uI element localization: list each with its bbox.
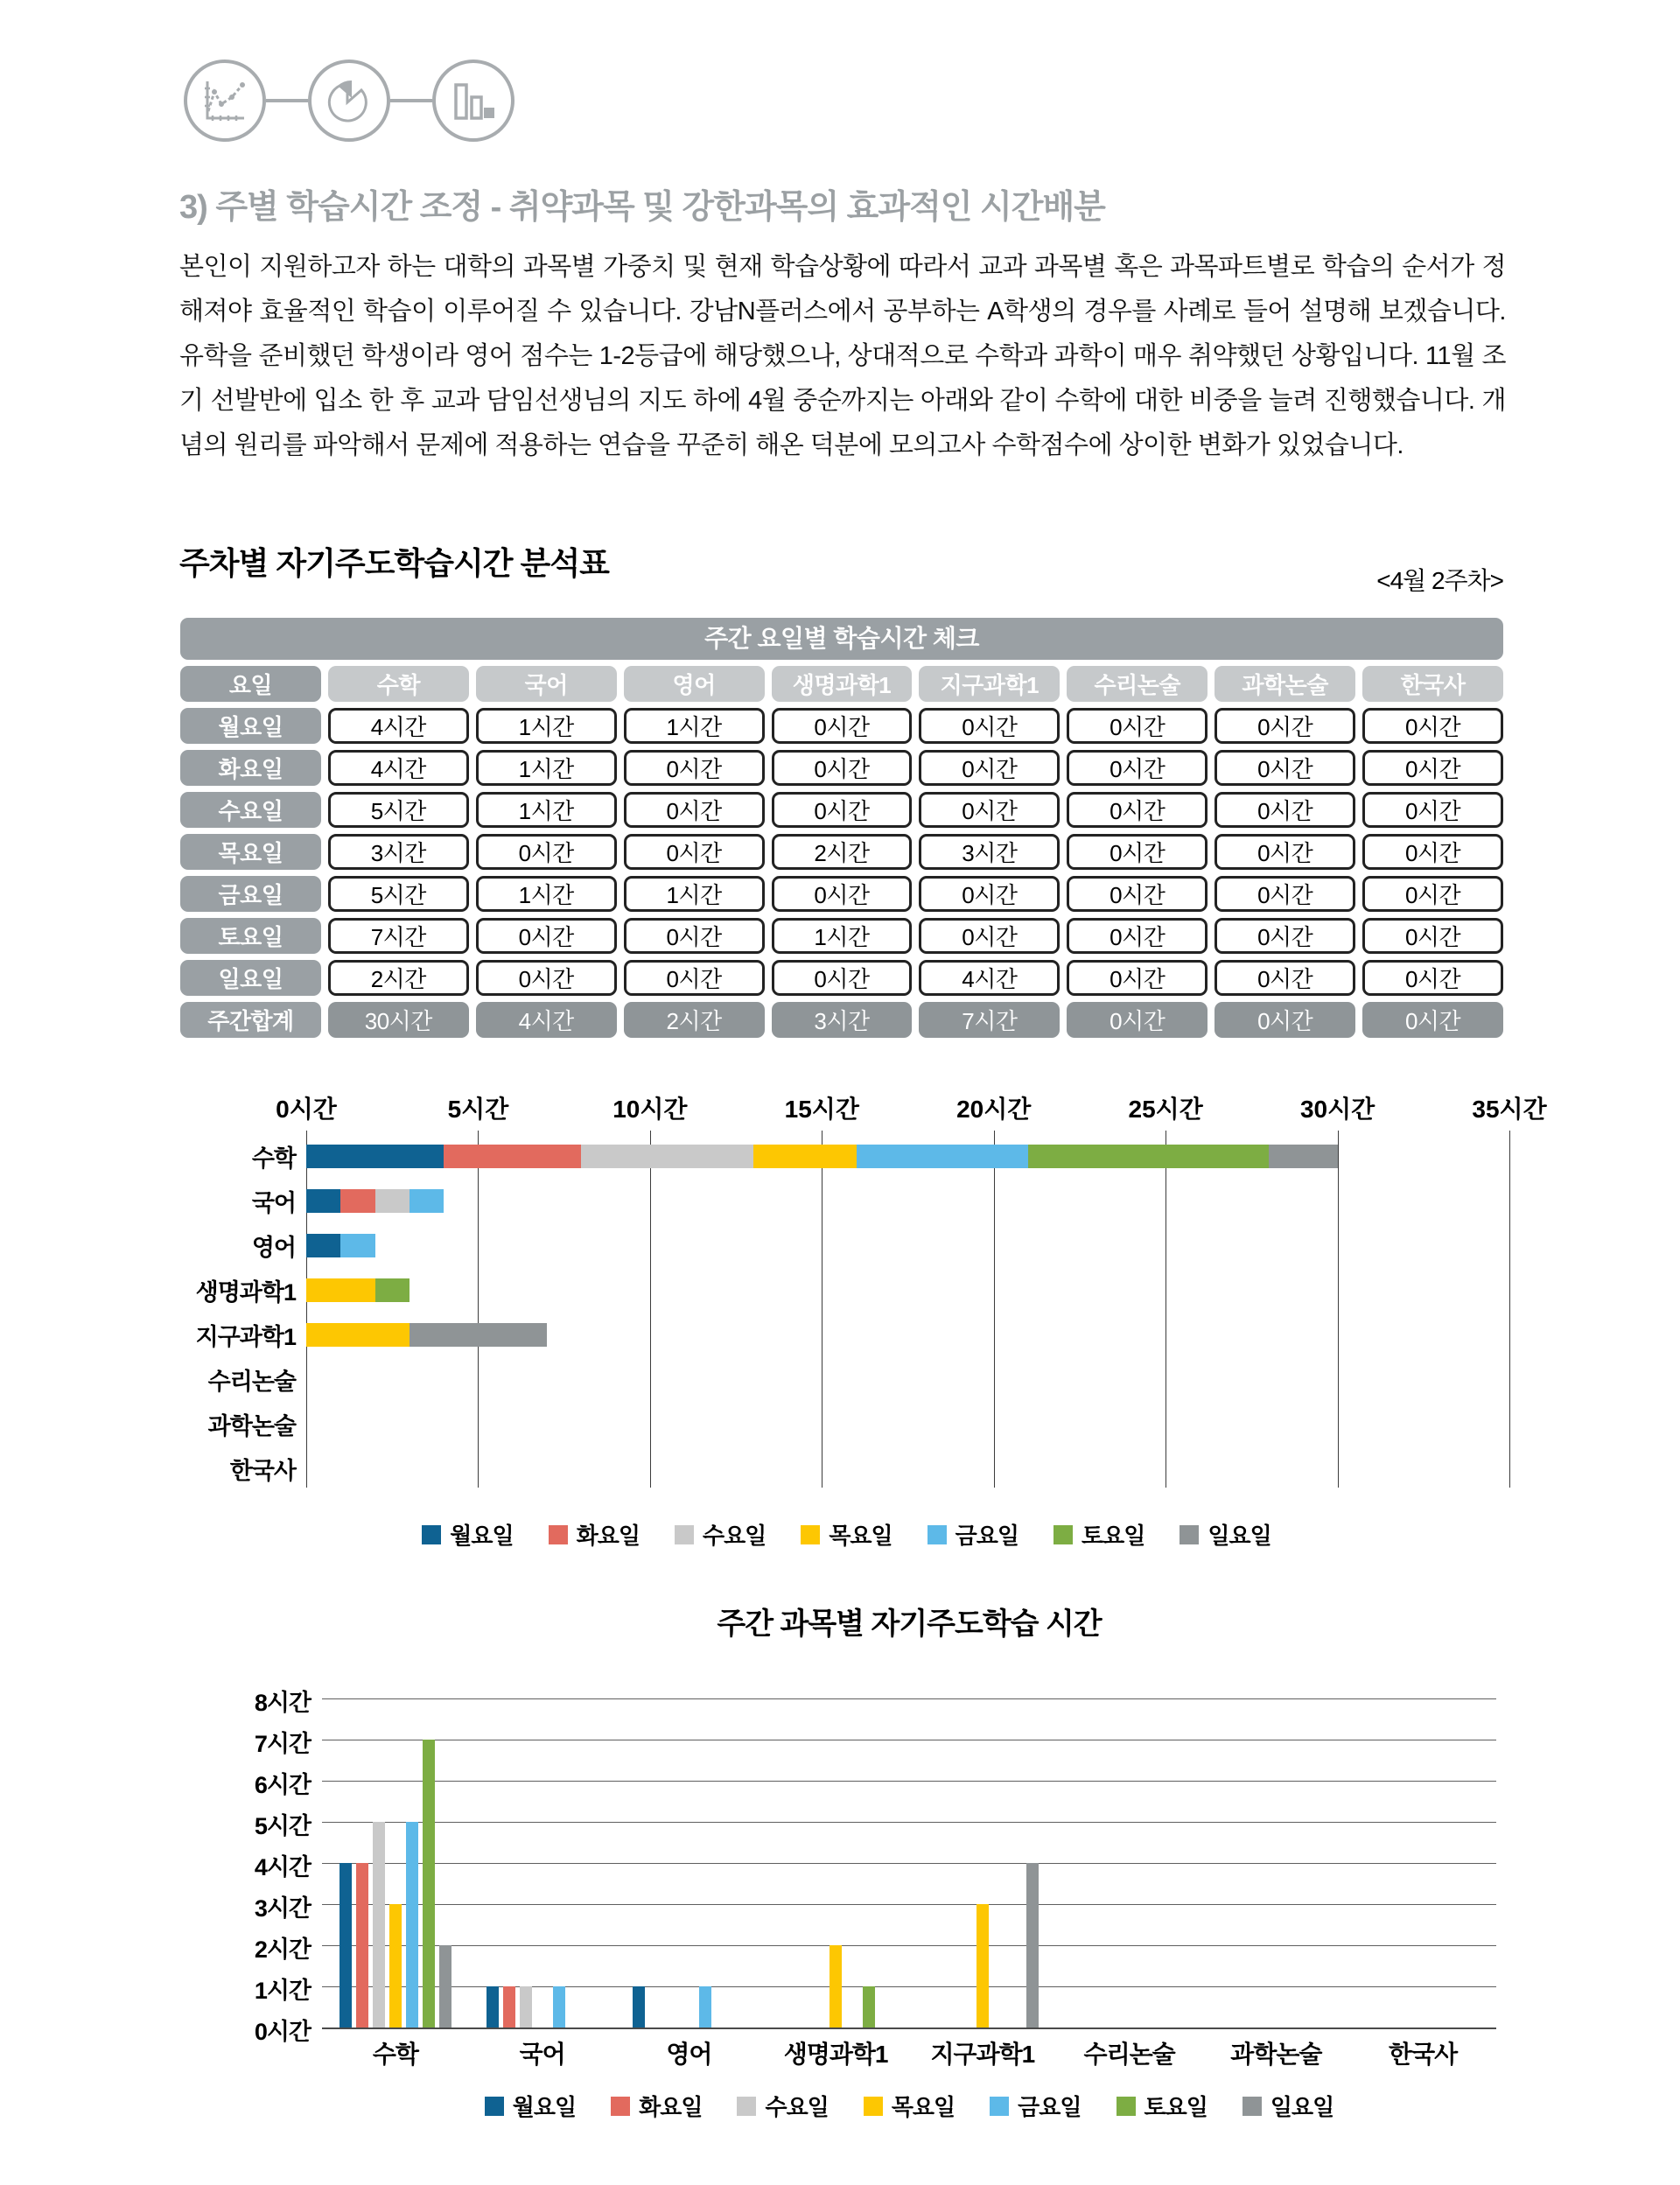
table-value-cell: 0시간 [1214, 834, 1355, 870]
table-column-header: 수리논술 [1067, 666, 1208, 702]
category-label: 한국사 [229, 1458, 296, 1484]
table-value-cell: 1시간 [476, 750, 617, 786]
table-column-header: 영어 [624, 666, 765, 702]
chart-plot-area [322, 1698, 1496, 2027]
table-value-cell: 0시간 [1362, 876, 1503, 912]
bar-segment [306, 1145, 444, 1168]
bar [423, 1740, 435, 2027]
bar-slot [570, 1698, 582, 2027]
line-chart-icon [184, 60, 266, 142]
table-column-header: 과학논술 [1214, 666, 1355, 702]
subject-grouped-bar-chart [179, 1584, 1514, 2161]
table-value-cell: 0시간 [1362, 960, 1503, 996]
chart-title: 주간 과목별 자기주도학습 시간 [717, 1607, 1102, 1641]
table-value-cell: 1시간 [772, 918, 913, 954]
bar-segment [306, 1189, 340, 1213]
bar [356, 1863, 368, 2027]
week-label: <4월 2주차> [1376, 567, 1503, 594]
legend-swatch [864, 2097, 883, 2116]
table-value-cell: 0시간 [624, 918, 765, 954]
bar-slot [682, 1698, 695, 2027]
table-value-cell: 0시간 [1214, 708, 1355, 744]
bar-chart-glyph [451, 78, 496, 123]
bar-track [306, 1234, 1509, 1257]
table-value-cell: 0시간 [772, 876, 913, 912]
table-value-cell: 0시간 [919, 750, 1060, 786]
y-tick-label: 0시간 [254, 2019, 311, 2045]
bar-slot [699, 1698, 711, 2027]
bar-group [616, 1698, 763, 2027]
table-title: 주차별 자기주도학습시간 분석표 [179, 545, 609, 581]
bar-group [469, 1698, 616, 2027]
legend-item [422, 1518, 513, 1551]
bar-slot [1320, 1698, 1332, 2027]
bar-slot [649, 1698, 662, 2027]
legend-swatch [1180, 1525, 1199, 1544]
table-value-cell: 0시간 [919, 708, 1060, 744]
pie-chart-icon [308, 60, 390, 142]
legend-item [611, 2090, 702, 2122]
x-tick-label: 20시간 [956, 1096, 1032, 1123]
legend-swatch [990, 2097, 1009, 2116]
bar-segment [375, 1278, 410, 1302]
x-tick-label: 35시간 [1472, 1096, 1547, 1123]
bar-chart-icon [432, 60, 514, 142]
x-tick-label: 10시간 [612, 1096, 688, 1123]
bar-slot [1173, 1698, 1186, 2027]
legend-item [737, 2090, 828, 2122]
table-total-cell: 4시간 [476, 1002, 617, 1038]
bar-track [306, 1368, 1509, 1391]
table-value-cell: 0시간 [476, 960, 617, 996]
table-value-cell: 3시간 [919, 834, 1060, 870]
table-value-cell: 0시간 [624, 960, 765, 996]
bar-slot [373, 1698, 385, 2027]
bar-group [1056, 1698, 1203, 2027]
x-category-label: 영어 [666, 2041, 712, 2068]
bar-slot [830, 1698, 842, 2027]
y-tick-label: 5시간 [254, 1813, 311, 1839]
table-value-cell: 0시간 [1067, 960, 1208, 996]
x-tick-label: 5시간 [447, 1096, 509, 1123]
legend-item [1180, 1518, 1270, 1551]
bar [976, 1904, 989, 2027]
legend-label: 목요일 [829, 1523, 892, 1549]
bar [406, 1822, 418, 2027]
bar-slot [813, 1698, 825, 2027]
bar-track [306, 1457, 1509, 1481]
bar-segment [410, 1323, 547, 1347]
bar-group [322, 1698, 469, 2027]
bar-group [909, 1698, 1056, 2027]
bar-segment [375, 1189, 410, 1213]
bar [553, 1986, 565, 2027]
table-value-cell: 0시간 [476, 834, 617, 870]
bar-slot [1383, 1698, 1396, 2027]
bar-slot [943, 1698, 956, 2027]
bar-slot [1367, 1698, 1379, 2027]
table-value-cell: 0시간 [919, 918, 1060, 954]
bar-slot [976, 1698, 989, 2027]
bar-slot [716, 1698, 728, 2027]
table-value-cell: 0시간 [1362, 792, 1503, 828]
legend-item [801, 1518, 892, 1551]
bar [633, 1986, 645, 2027]
bar-slot [439, 1698, 452, 2027]
chart-icons-row [184, 60, 514, 142]
y-tick-label: 7시간 [254, 1731, 311, 1757]
legend-label: 금요일 [955, 1523, 1019, 1549]
table-column-header: 한국사 [1362, 666, 1503, 702]
weekly-stacked-bar-chart [179, 1085, 1547, 1575]
table-column-header: 지구과학1 [919, 666, 1060, 702]
legend-swatch [1242, 2097, 1262, 2116]
bar-segment [306, 1278, 375, 1302]
stacked-bar-row [179, 1402, 1514, 1446]
icon-connector [266, 99, 308, 102]
table-value-cell: 0시간 [919, 792, 1060, 828]
table-value-cell: 5시간 [328, 876, 469, 912]
table-column-header: 국어 [476, 666, 617, 702]
stacked-bar-row [179, 1134, 1514, 1179]
bar-slot [1400, 1698, 1412, 2027]
intro-paragraph: 본인이 지원하고자 하는 대학의 과목별 가중치 및 현재 학습상황에 따라서 교과 과목별 혹은 과목파트별로 학습의 순서가 정해져야 효율적인 학습이 이루어질 수 있습니다. 강남N플러스에서 공부하는 A학생의 경우를 사례로 들어 설명해 보겠습니다. 유학을 준비했던 학생이라 영어 점수는 1-2등급에 해당했으나, 상대적으로 수학과 과학이 매우 취약했던 상황입니다. 11월 조기 선발반에 입소 한 후 교과 담임선생님의 지도 하에 4월 중순까지는 아래와 같이 수학에 대한 비중을 늘려 진행했습니다. 개념의 원리를 파악해서 문제에 적용하는 연습을 꾸준히 해온 덕분에 모의고사 수학점수에 상이한 변화가 있었습니다. [179, 253, 1506, 459]
legend-swatch [675, 1525, 694, 1544]
bar-slot [1236, 1698, 1249, 2027]
bar [439, 1945, 452, 2027]
table-value-cell: 0시간 [772, 708, 913, 744]
category-label: 국어 [251, 1190, 296, 1216]
x-category-label: 수리논술 [1083, 2041, 1175, 2068]
bar [503, 1986, 515, 2027]
table-value-cell: 5시간 [328, 792, 469, 828]
table-value-cell: 0시간 [772, 750, 913, 786]
bar-slot [960, 1698, 972, 2027]
bar-track [306, 1145, 1509, 1168]
table-column-header: 수학 [328, 666, 469, 702]
line-chart-glyph [202, 78, 248, 123]
bar-slot [406, 1698, 418, 2027]
bar-segment [410, 1189, 444, 1213]
bar-slot [1286, 1698, 1298, 2027]
table-value-cell: 0시간 [772, 960, 913, 996]
table-value-cell: 0시간 [1214, 750, 1355, 786]
legend-label: 토요일 [1082, 1523, 1145, 1549]
x-axis-labels [322, 2035, 1496, 2070]
legend-item [1054, 1518, 1144, 1551]
legend-swatch [737, 2097, 756, 2116]
y-tick-label: 1시간 [254, 1978, 311, 2004]
table-value-cell: 0시간 [1214, 960, 1355, 996]
legend-label: 일요일 [1270, 2094, 1334, 2120]
x-tick-label: 30시간 [1299, 1096, 1376, 1123]
bar-groups [322, 1698, 1496, 2027]
stacked-bar-row [179, 1313, 1514, 1357]
bar-segment [444, 1145, 581, 1168]
bar-slot [780, 1698, 792, 2027]
category-label: 수리논술 [207, 1369, 296, 1395]
bar-slot [1124, 1698, 1136, 2027]
table-value-cell: 0시간 [1214, 876, 1355, 912]
table-value-cell: 0시간 [1067, 708, 1208, 744]
table-row-label: 목요일 [180, 834, 321, 870]
category-label: 과학논술 [207, 1413, 296, 1439]
table-value-cell: 7시간 [328, 918, 469, 954]
bar-segment [1269, 1145, 1338, 1168]
x-category-label: 국어 [519, 2041, 565, 2068]
table-value-cell: 1시간 [476, 792, 617, 828]
chart-legend [322, 2090, 1496, 2122]
table-total-cell: 7시간 [919, 1002, 1060, 1038]
bar-segment [306, 1234, 340, 1257]
table-value-cell: 0시간 [476, 918, 617, 954]
legend-label: 수요일 [702, 1523, 766, 1549]
icon-connector [390, 99, 432, 102]
bar-track [306, 1412, 1509, 1436]
legend-item [990, 2090, 1081, 2122]
legend-item [485, 2090, 576, 2122]
table-row-label: 월요일 [180, 708, 321, 744]
bar-track [306, 1278, 1509, 1302]
legend-item [675, 1518, 766, 1551]
table-value-cell: 0시간 [1362, 750, 1503, 786]
legend-swatch [611, 2097, 630, 2116]
bar-track [306, 1323, 1509, 1347]
table-value-cell: 2시간 [772, 834, 913, 870]
table-value-cell: 0시간 [1214, 792, 1355, 828]
bar-slot [1010, 1698, 1022, 2027]
table-corner-cell: 요일 [180, 666, 321, 702]
bar [830, 1945, 842, 2027]
table-total-cell: 0시간 [1362, 1002, 1503, 1038]
table-value-cell: 0시간 [1362, 708, 1503, 744]
legend-label: 목요일 [891, 2094, 956, 2120]
bar-slot [1157, 1698, 1169, 2027]
bar-slot [536, 1698, 549, 2027]
category-label: 지구과학1 [195, 1324, 296, 1350]
y-tick-label: 6시간 [254, 1772, 311, 1798]
table-column-header: 생명과학1 [772, 666, 913, 702]
bar-slot [1140, 1698, 1152, 2027]
table-value-cell: 4시간 [328, 708, 469, 744]
bar-slot [503, 1698, 515, 2027]
category-label: 생명과학1 [195, 1279, 296, 1306]
bar-segment [857, 1145, 1028, 1168]
y-tick-label: 2시간 [254, 1936, 311, 1963]
bar-slot [356, 1698, 368, 2027]
table-row-label: 일요일 [180, 960, 321, 996]
table-value-cell: 2시간 [328, 960, 469, 996]
table-value-cell: 4시간 [919, 960, 1060, 996]
legend-label: 화요일 [639, 2094, 703, 2120]
y-tick-label: 4시간 [254, 1854, 311, 1880]
x-tick-label: 25시간 [1128, 1096, 1203, 1123]
bar-slot [1450, 1698, 1462, 2027]
x-tick-label: 0시간 [276, 1096, 337, 1123]
bar-slot [1303, 1698, 1315, 2027]
x-category-label: 수학 [372, 2041, 418, 2068]
table-value-cell: 0시간 [1067, 876, 1208, 912]
table-value-cell: 0시간 [1067, 750, 1208, 786]
bar-slot [1270, 1698, 1282, 2027]
table-value-cell: 1시간 [624, 876, 765, 912]
bar-slot [863, 1698, 875, 2027]
bar [373, 1822, 385, 2027]
category-label: 수학 [251, 1145, 296, 1172]
bar [520, 1986, 532, 2027]
table-value-cell: 0시간 [624, 834, 765, 870]
bar-group [762, 1698, 909, 2027]
page-title: 3) 주별 학습시간 조정 - 취약과목 및 강한과목의 효과적인 시간배분 [179, 189, 1105, 226]
bar [340, 1863, 352, 2027]
legend-item [864, 2090, 955, 2122]
legend-label: 화요일 [576, 1523, 640, 1549]
bar-segment [340, 1189, 374, 1213]
table-value-cell: 0시간 [624, 792, 765, 828]
table-total-cell: 3시간 [772, 1002, 913, 1038]
bar-slot [1466, 1698, 1479, 2027]
legend-swatch [422, 1525, 441, 1544]
bar-slot [732, 1698, 745, 2027]
category-label: 영어 [251, 1235, 296, 1261]
table-value-cell: 0시간 [624, 750, 765, 786]
bar-slot [340, 1698, 352, 2027]
table-row-label: 수요일 [180, 792, 321, 828]
table-total-cell: 30시간 [328, 1002, 469, 1038]
chart-legend [179, 1518, 1514, 1551]
y-tick-label: 3시간 [254, 1895, 311, 1922]
table-value-cell: 0시간 [1362, 918, 1503, 954]
bar-slot [1026, 1698, 1039, 2027]
bar-segment [1028, 1145, 1269, 1168]
legend-swatch [1116, 2097, 1136, 2116]
table-value-cell: 1시간 [624, 708, 765, 744]
bar [486, 1986, 499, 2027]
bar-slot [1107, 1698, 1119, 2027]
table-value-cell: 0시간 [1067, 834, 1208, 870]
legend-label: 일요일 [1208, 1523, 1271, 1549]
x-tick-label: 15시간 [784, 1096, 859, 1123]
bar [389, 1904, 402, 2027]
bar-slot [796, 1698, 808, 2027]
bar-slot [879, 1698, 892, 2027]
stacked-bar-row [179, 1179, 1514, 1223]
table-value-cell: 0시간 [1067, 792, 1208, 828]
table-value-cell: 0시간 [919, 876, 1060, 912]
legend-label: 금요일 [1018, 2094, 1082, 2120]
bar-group [1203, 1698, 1350, 2027]
legend-swatch [485, 2097, 504, 2116]
table-value-cell: 0시간 [1067, 918, 1208, 954]
y-tick-label: 8시간 [254, 1690, 311, 1716]
table-value-cell: 1시간 [476, 708, 617, 744]
legend-label: 수요일 [765, 2094, 829, 2120]
bar-slot [389, 1698, 402, 2027]
legend-swatch [928, 1525, 947, 1544]
table-row-label: 화요일 [180, 750, 321, 786]
table-grid [180, 666, 1503, 1038]
gridline [322, 2027, 1496, 2029]
bar-slot [1074, 1698, 1086, 2027]
legend-swatch [549, 1525, 568, 1544]
table-total-label: 주간합계 [180, 1002, 321, 1038]
study-time-table [180, 618, 1503, 1038]
table-value-cell: 0시간 [772, 792, 913, 828]
legend-item [1242, 2090, 1334, 2122]
bar-segment [306, 1323, 410, 1347]
bar-slot [1417, 1698, 1429, 2027]
table-value-cell: 0시간 [1362, 834, 1503, 870]
table-value-cell: 3시간 [328, 834, 469, 870]
bar-group [1349, 1698, 1496, 2027]
bar-segment [581, 1145, 752, 1168]
x-category-label: 한국사 [1389, 2041, 1458, 2068]
stacked-bar-row [179, 1223, 1514, 1268]
x-category-label: 지구과학1 [930, 2041, 1035, 2068]
legend-item [928, 1518, 1018, 1551]
bar-slot [1433, 1698, 1446, 2027]
bar-slot [1253, 1698, 1265, 2027]
stacked-bar-row [179, 1357, 1514, 1402]
legend-label: 월요일 [512, 2094, 577, 2120]
bar-segment [340, 1234, 374, 1257]
bar-slot [486, 1698, 499, 2027]
bar-slot [633, 1698, 645, 2027]
table-total-cell: 0시간 [1067, 1002, 1208, 1038]
bar-slot [666, 1698, 678, 2027]
x-category-label: 과학논술 [1230, 2041, 1322, 2068]
table-total-cell: 0시간 [1214, 1002, 1355, 1038]
bar-slot [520, 1698, 532, 2027]
legend-item [549, 1518, 640, 1551]
bar-segment [753, 1145, 857, 1168]
bar-slot [993, 1698, 1005, 2027]
legend-label: 토요일 [1144, 2094, 1208, 2120]
bar-slot [927, 1698, 939, 2027]
bar [699, 1986, 711, 2027]
table-value-cell: 0시간 [1214, 918, 1355, 954]
table-header-bar: 주간 요일별 학습시간 체크 [180, 618, 1503, 660]
legend-item [1116, 2090, 1208, 2122]
table-value-cell: 1시간 [476, 876, 617, 912]
bar [863, 1986, 875, 2027]
bar-slot [1090, 1698, 1102, 2027]
table-row-label: 토요일 [180, 918, 321, 954]
bar-slot [1220, 1698, 1232, 2027]
x-category-label: 생명과학1 [783, 2041, 888, 2068]
bar-slot [553, 1698, 565, 2027]
stacked-bar-row [179, 1268, 1514, 1313]
bar [1026, 1863, 1039, 2027]
table-row-label: 금요일 [180, 876, 321, 912]
stacked-bar-row [179, 1446, 1514, 1491]
table-value-cell: 4시간 [328, 750, 469, 786]
bar-track [306, 1189, 1509, 1213]
legend-swatch [1054, 1525, 1073, 1544]
table-total-cell: 2시간 [624, 1002, 765, 1038]
legend-swatch [801, 1525, 820, 1544]
pie-chart-glyph [326, 77, 373, 124]
bar-slot [586, 1698, 598, 2027]
legend-label: 월요일 [450, 1523, 514, 1549]
bar-slot [846, 1698, 858, 2027]
bar-slot [423, 1698, 435, 2027]
